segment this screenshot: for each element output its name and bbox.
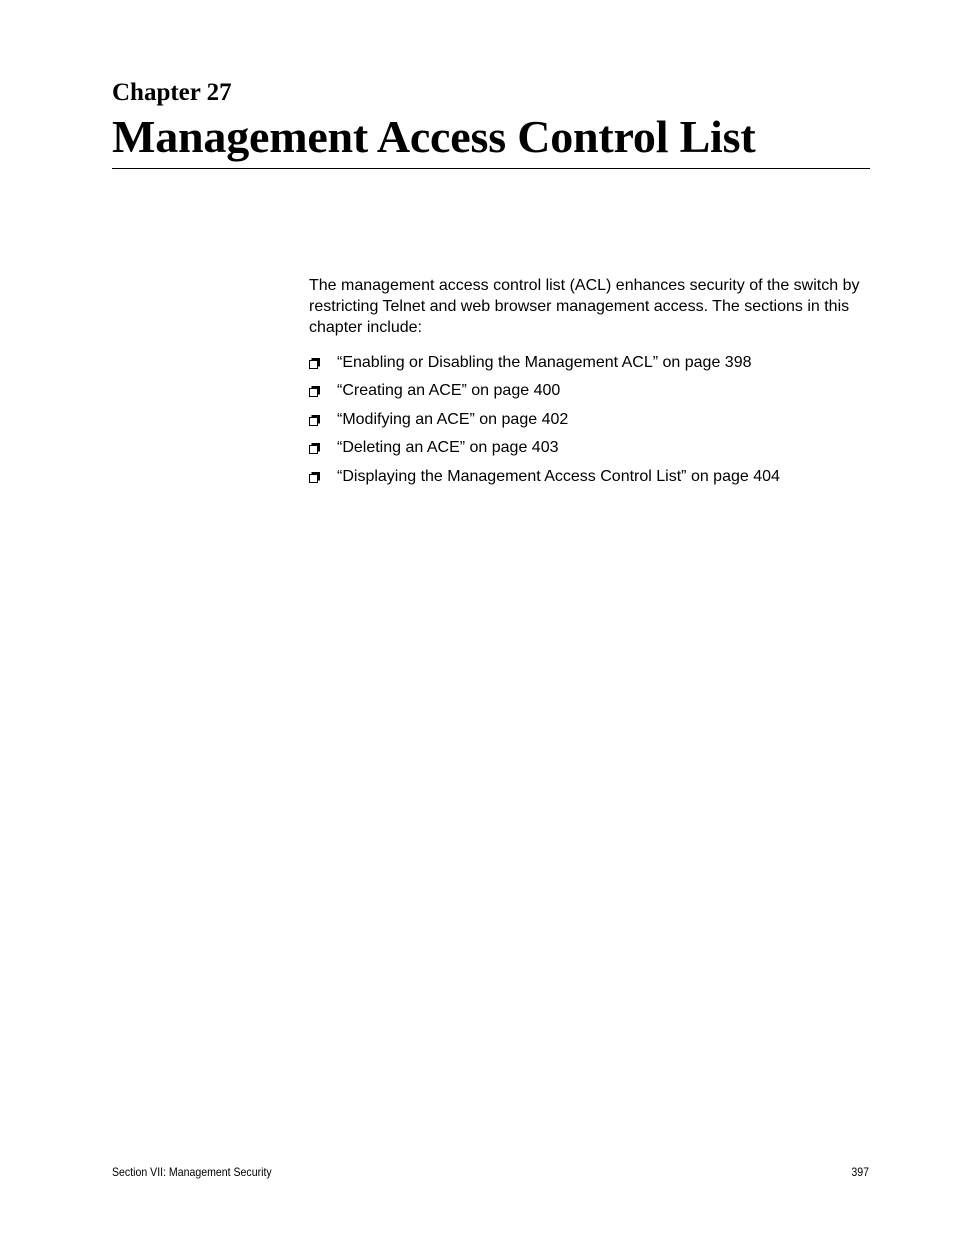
list-item[interactable] [309,380,874,408]
list-item[interactable] [309,466,874,494]
intro-paragraph: The management access control list (ACL) enhances security of the switch by restricting Telnet and web browser management access. The sections in this chapter include: [309,277,860,336]
hollow-square-bullet-icon [309,386,320,397]
page-title: Management Access Control List [112,111,756,162]
chapter-label: Chapter 27 [112,79,232,106]
list-item-label: “Enabling or Disabling the Management ACL” on page 398 [337,354,752,371]
footer-page-number: 397 [851,1165,869,1179]
hollow-square-bullet-icon [309,443,320,454]
list-item[interactable] [309,352,874,380]
hollow-square-bullet-icon [309,472,320,483]
list-item[interactable] [309,409,874,437]
list-item[interactable] [309,437,874,465]
hollow-square-bullet-icon [309,415,320,426]
section-list [309,352,874,494]
list-item-label: “Deleting an ACE” on page 403 [337,439,559,457]
list-item-label: “Modifying an ACE” on page 402 [337,410,569,428]
title-divider [112,168,870,169]
footer-section-title: Section VII: Management Security [112,1165,272,1179]
list-item-label: “Displaying the Management Access Control List” on page 404 [337,467,780,485]
hollow-square-bullet-icon [309,358,320,369]
list-item-label: “Creating an ACE” on page 400 [337,382,561,400]
